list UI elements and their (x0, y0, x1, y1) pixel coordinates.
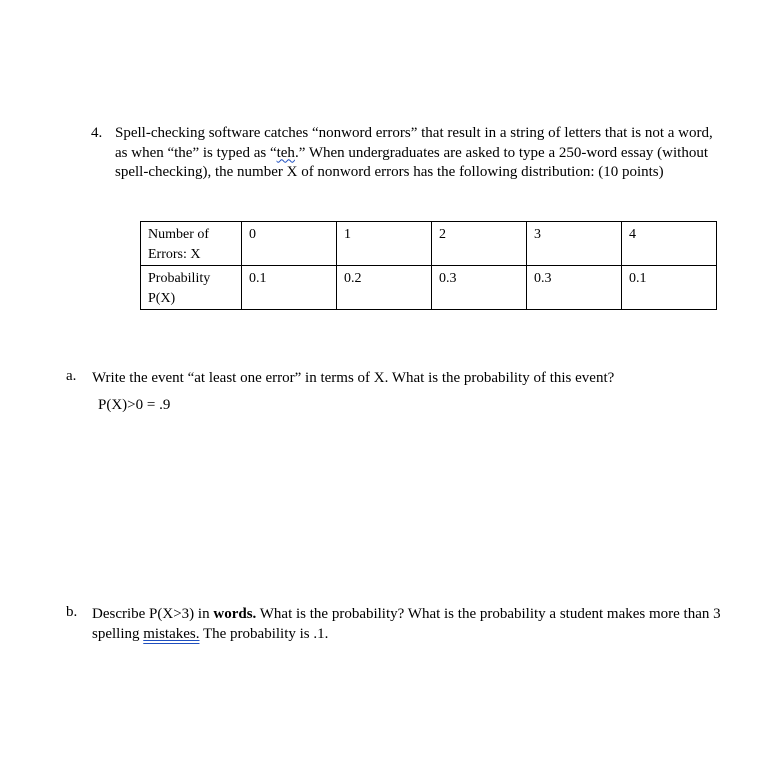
table-cell: 0.3 (432, 266, 527, 310)
question-text-part-1: Spell-checking software catches “nonword errors” that result in a string of letters that is not a word, as when “the” is typed as “ (115, 125, 713, 161)
table-row (141, 266, 717, 310)
part-a-question: Write the event “at least one error” in terms of X. What is the probability of this event? (92, 370, 615, 386)
question-number: 4. (91, 125, 103, 141)
table-row (141, 222, 717, 266)
table-cell: 0.2 (337, 266, 432, 310)
table-cell: 2 (432, 222, 527, 266)
part-b-text-3: The probability is .1. (199, 626, 329, 642)
row-label-errors: Number of Errors: X (141, 222, 242, 266)
table-cell: 4 (622, 222, 717, 266)
part-b-letter: b. (66, 604, 78, 620)
row-label-probability: Probability P(X) (141, 266, 242, 310)
part-b-text-1: Describe P(X>3) in (92, 606, 214, 622)
question-text-part-2: .” When undergraduates are asked to type a 250-word essay (without spell-checking), the number X of nonword errors has the following distribution: (10 points) (115, 144, 709, 180)
part-b-question (92, 604, 742, 644)
question-text (115, 124, 727, 183)
part-a-letter: a. (66, 368, 77, 384)
misspelled-word-teh: teh (276, 144, 295, 161)
table-cell: 0.3 (527, 266, 622, 310)
table-cell: 0 (242, 222, 337, 266)
table-cell: 0.1 (242, 266, 337, 310)
table-cell: 3 (527, 222, 622, 266)
part-b-underlined: mistakes. (143, 626, 200, 642)
part-b-text-2: What is the probability? What is the probability a student makes more than 3 spelling (92, 606, 721, 642)
table-cell: 1 (337, 222, 432, 266)
table-cell: 0.1 (622, 266, 717, 310)
part-b-bold: words. (213, 606, 257, 622)
distribution-table (140, 221, 717, 310)
part-a-answer: P(X)>0 = .9 (98, 397, 171, 413)
